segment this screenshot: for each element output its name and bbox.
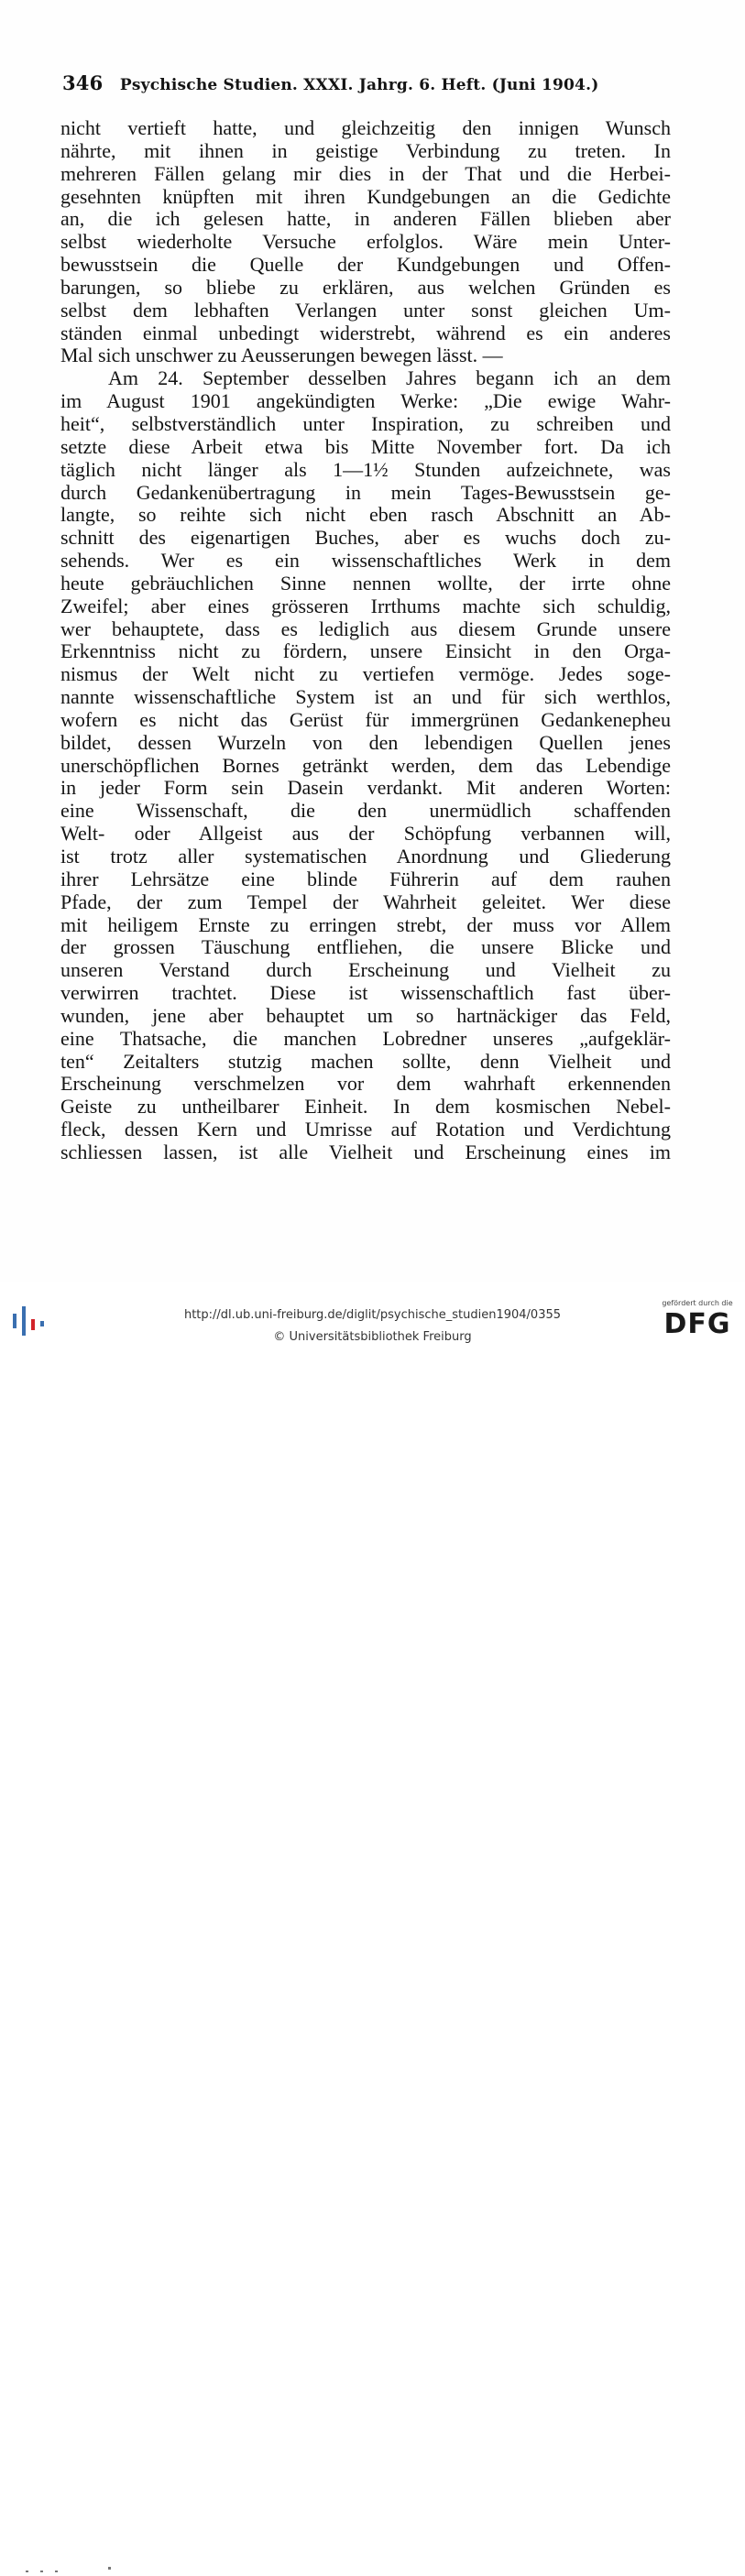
running-title: Psychische Studien. XXXI. Jahrg. 6. Heft. (Juni 1904.) [119,76,599,94]
scan-artifact [26,2571,99,2576]
text-line: Pfade, der zum Tempel der Wahrheit geleitet. Wer diese [60,890,671,913]
text-line: Erscheinung verschmelzen vor dem wahrhaft erkennenden [60,1073,671,1096]
text-line: sehends. Wer es ein wissenschaftliches Werk in dem [60,550,671,573]
text-line: barungen, so bliebe zu erklären, aus welchen Gründen es [60,276,671,299]
text-line: Mal sich unschwer zu Aeusserungen bewegen lässt. — [60,344,503,367]
text-line: heit“, selbstverständlich unter Inspiration, zu schreiben und [60,412,671,435]
dfg-logo-text: DFG [663,1308,731,1340]
text-line: schliessen lassen, ist alle Vielheit und Erscheinung eines im [60,1141,671,1163]
text-line: fleck, dessen Kern und Umrisse auf Rotation und Verdichtung [60,1119,671,1141]
text-line: eine Thatsache, die manchen Lobredner unseres „aufgeklär- [60,1027,671,1050]
text-line: unseren Verstand durch Erscheinung und Vielheit zu [60,959,671,982]
text-line: ist trotz aller systematischen Anordnung und Gliederung [60,846,671,868]
copyright-notice: © Universitätsbibliothek Freiburg [273,1330,472,1344]
text-line: nicht vertieft hatte, und gleichzeitig den innigen Wunsch [60,117,671,139]
text-line: der grossen Täuschung entfliehen, die unsere Blicke und [60,936,671,959]
text-line: mit heiligem Ernste zu erringen strebt, der muss vor Allem [60,913,671,936]
dfg-tagline: gefördert durch die [662,1299,733,1307]
text-line: mehreren Fällen gelang mir dies in der That und die Herbei- [60,162,671,185]
text-line: setzte diese Arbeit etwa bis Mitte November fort. Da ich [60,435,671,458]
text-line: Erkenntniss nicht zu fördern, unsere Einsicht in den Orga- [60,640,671,663]
text-line: Welt- oder Allgeist aus der Schöpfung verbannen will, [60,823,671,846]
text-line: wer behauptete, dass es lediglich aus diesem Grunde unsere [60,617,671,640]
text-line: langte, so reihte sich nicht eben rasch Abschnitt an Ab- [60,504,671,527]
book-page [0,0,745,1283]
text-line: bildet, dessen Wurzeln von den lebendigen Quellen jenes [60,731,671,754]
text-line: eine Wissenschaft, die den unermüdlich schaffenden [60,800,671,823]
text-line: nährte, mit ihnen in geistige Verbindung zu treten. In [60,139,671,162]
text-line: wofern es nicht das Gerüst für immergrünen Gedankenepheu [60,708,671,731]
text-line: Am 24. September desselben Jahres begann ich an dem [108,367,671,390]
dfg-logo [656,1299,739,1345]
text-line: an, die ich gelesen hatte, in anderen Fällen blieben aber [60,208,671,231]
text-line: nismus der Welt nicht zu vertiefen vermöge. Jedes soge- [60,663,671,686]
text-line: selbst wiederholte Versuche erfolglos. Wäre mein Unter- [60,231,671,254]
text-line: schnitt des eigenartigen Buches, aber es wuchs doch zu- [60,527,671,550]
text-line: unerschöpflichen Bornes getränkt werden, dem das Lebendige [60,754,671,777]
text-line: verwirren trachtet. Diese ist wissenschaftlich fast über- [60,982,671,1005]
text-line: ihrer Lehrsätze eine blinde Führerin auf dem rauhen [60,868,671,890]
text-line: im August 1901 angekündigten Werke: „Die ewige Wahr- [60,390,671,413]
text-line: durch Gedankenübertragung in mein Tages-Bewusstsein ge- [60,481,671,504]
text-line: bewusstsein die Quelle der Kundgebungen und Offen- [60,254,671,277]
text-line: wunden, jene aber behauptet um so hartnäckiger das Feld, [60,1004,671,1027]
page-number: 346 [62,71,104,94]
text-line: ten“ Zeitalters stutzig machen sollte, denn Vielheit und [60,1050,671,1073]
text-line: in jeder Form sein Dasein verdankt. Mit anderen Worten: [60,777,671,800]
text-line: nannte wissenschaftliche System ist an und für sich werthlos, [60,686,671,709]
text-line: gesehnten knüpften mit ihren Kundgebungen an die Gedichte [60,185,671,208]
text-line: Zweifel; aber eines grösseren Irrthums machte sich schuldig, [60,595,671,617]
text-line: täglich nicht länger als 1—1½ Stunden aufzeichnete, was [60,458,671,481]
text-line: Geiste zu untheilbarer Einheit. In dem kosmischen Nebel- [60,1096,671,1119]
running-header [62,71,667,94]
text-line: heute gebräuchlichen Sinne nennen wollte, der irrte ohne [60,572,671,595]
page-body-text [60,117,671,1164]
text-line: selbst dem lebhaften Verlangen unter sonst gleichen Um- [60,299,671,322]
text-line: ständen einmal unbedingt widerstrebt, während es ein anderes [60,322,671,344]
page-url[interactable]: http://dl.ub.uni-freiburg.de/diglit/psychische_studien1904/0355 [183,1308,562,1322]
